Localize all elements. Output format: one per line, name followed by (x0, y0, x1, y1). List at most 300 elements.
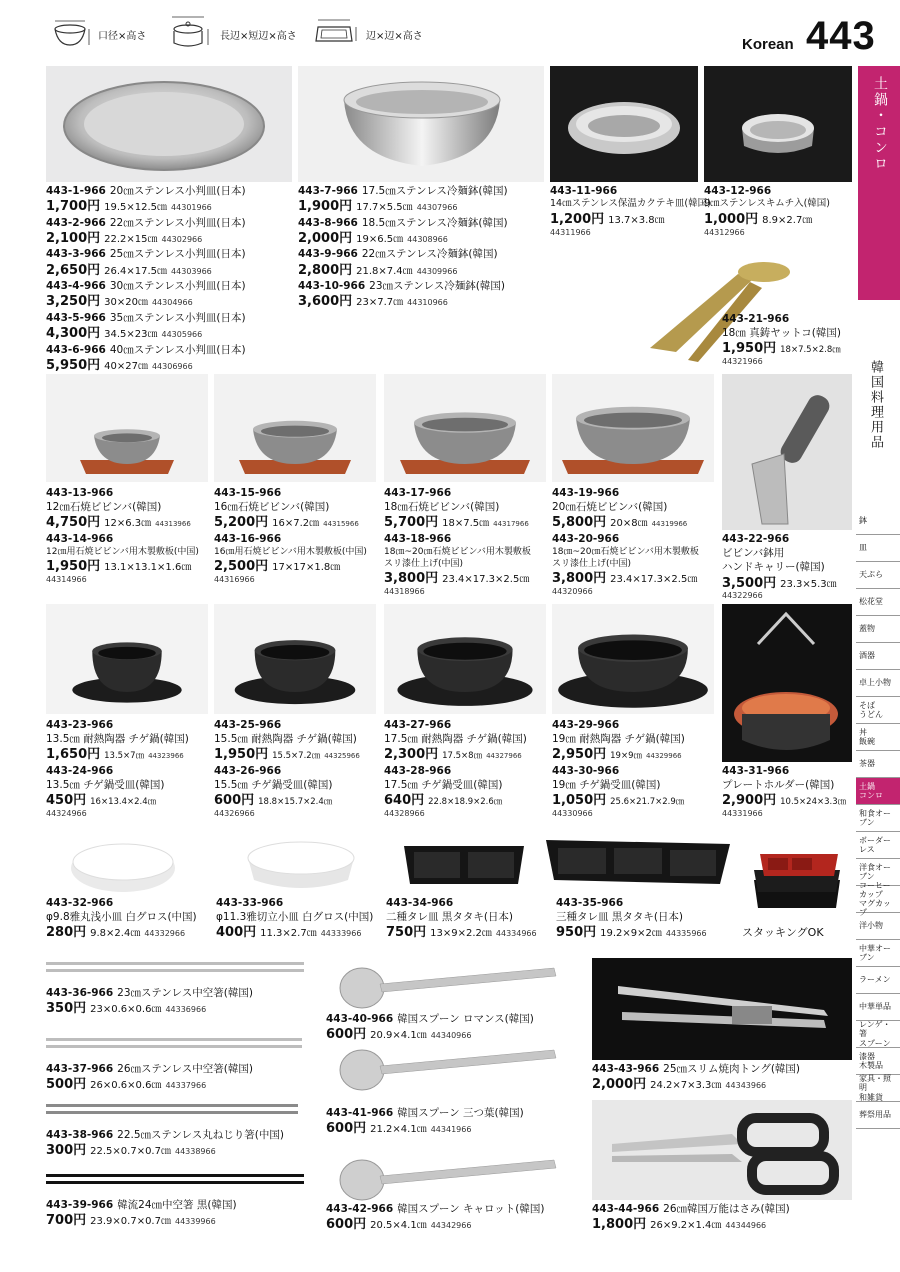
product-code: 443-10-966 (298, 280, 366, 293)
product-price: 1,900円 (298, 199, 353, 215)
product-line (46, 1062, 253, 1076)
nav-item: 洋食オーブン (856, 859, 900, 886)
price-row (384, 792, 527, 810)
product-price: 600円 (326, 1027, 367, 1043)
product-name: 26㎝韓国万能はさみ(韓国) (663, 1203, 790, 1215)
product-size: 21.2×4.1㎝ (370, 1124, 427, 1136)
list-item-price-row (298, 198, 508, 216)
product-jan: 44310966 (407, 298, 448, 308)
product-size: 15.5×7.2㎝ (272, 751, 321, 762)
subcategory-label: 韓国料理用品 (868, 360, 883, 450)
product-pair (214, 486, 367, 585)
product-name: 18㎝~20㎝石焼ビビンバ用木製敷板 (384, 547, 531, 558)
product-line (326, 1106, 524, 1120)
stone-bowl-photo (214, 374, 376, 482)
product-size: 20.9×4.1㎝ (370, 1030, 427, 1042)
brand-label: Korean (742, 36, 794, 53)
product-price: 280円 (46, 925, 87, 941)
chige-pot-photo (46, 604, 208, 714)
product-jan: 44308966 (407, 234, 448, 244)
product-size: 26.4×17.5㎝ (104, 265, 168, 277)
product-name: スリ漆仕上げ(中国) (384, 559, 464, 570)
nav-item: 天ぷら (856, 562, 900, 589)
product-price: 300円 (46, 1143, 87, 1159)
product-443-31 (722, 764, 846, 819)
product-code: 443-2-966 (46, 216, 106, 229)
list-item (298, 247, 508, 261)
product-entry (326, 1202, 544, 1234)
cold-noodle-bowl-photo (298, 66, 544, 182)
product-jan: 44339966 (174, 1217, 216, 1227)
list-item-price-row (46, 262, 246, 280)
product-name: 26㎝ステンレス中空箸(韓国) (117, 1063, 253, 1075)
product-jan: 44340966 (430, 1031, 472, 1041)
price-row (46, 1212, 237, 1230)
price-row (46, 792, 189, 810)
product-size: 40×27㎝ (104, 360, 148, 372)
product-name: 19㎝ 耐熱陶器 チゲ鍋(韓国) (552, 733, 685, 746)
product-size: 34.5×23㎝ (104, 329, 158, 341)
product-code: 443-11-966 (550, 185, 618, 197)
product-price: 1,000円 (704, 211, 759, 227)
product-jan: 44305966 (161, 330, 203, 340)
product-price: 600円 (326, 1217, 367, 1233)
product-price: 2,000円 (592, 1077, 647, 1093)
product-name: ビビンバ鉢用 (722, 547, 785, 560)
product-code: 443-18-966 (384, 532, 452, 545)
list-item (298, 216, 508, 230)
product-code: 443-39-966 (46, 1199, 114, 1211)
product-price: 1,800円 (592, 1217, 647, 1233)
product-443-11 (550, 184, 711, 237)
product-line (46, 1198, 237, 1212)
product-jan: 44318966 (384, 586, 425, 596)
lidded-pot-icon (166, 15, 214, 53)
product-code: 443-3-966 (46, 248, 106, 261)
product-price: 1,950円 (46, 559, 101, 575)
product-entry (326, 1012, 534, 1044)
product-price: 400円 (216, 925, 257, 941)
nav-item: コーヒーカップ マグカップ (856, 886, 900, 913)
product-code: 443-25-966 (214, 719, 282, 731)
chige-pot-photo (384, 604, 546, 714)
product-code: 443-14-966 (46, 532, 114, 545)
nav-item: ラーメン (856, 967, 900, 994)
product-price: 2,100円 (46, 230, 101, 246)
product-size: 8.9×2.7㎝ (762, 214, 813, 226)
product-price: 700円 (46, 1213, 87, 1229)
product-size: 18.8×15.7×2.4㎝ (258, 797, 333, 808)
product-price: 3,500円 (722, 575, 777, 591)
product-code: 443-8-966 (298, 216, 358, 229)
price-row (552, 514, 699, 532)
nav-item: 松花堂 (856, 589, 900, 616)
product-size: 26×0.6×0.6㎝ (90, 1080, 162, 1092)
product-name: 20㎝ステンレス小判皿(日本) (109, 185, 246, 197)
product-code: 443-26-966 (214, 764, 282, 777)
price-row (326, 1216, 544, 1234)
product-code: 443-6-966 (46, 343, 106, 356)
nav-item: 葬祭用品 (856, 1102, 900, 1129)
price-row (386, 924, 537, 942)
product-name: 17.5㎝ チゲ鍋受皿(韓国) (384, 779, 503, 792)
product-jan: 44323966 (148, 752, 184, 761)
product-name: 13.5㎝ チゲ鍋受皿(韓国) (46, 779, 165, 792)
price-row (214, 792, 360, 810)
product-jan: 44329966 (645, 752, 682, 761)
product-entry (216, 896, 373, 942)
product-jan: 44315966 (323, 520, 359, 529)
product-jan: 44330966 (552, 808, 593, 818)
product-code: 443-40-966 (326, 1013, 394, 1025)
price-row (214, 746, 360, 764)
price-row (384, 570, 531, 588)
spoon-photo (332, 958, 564, 1014)
product-size: 24.2×7×3.3㎝ (650, 1080, 722, 1092)
product-size: 16×7.2㎝ (272, 518, 320, 530)
list-item (46, 311, 246, 325)
price-row (46, 514, 199, 532)
product-name: 16㎝用石焼ビビンバ用木製敷板(中国) (214, 547, 367, 558)
product-code: 443-33-966 (216, 897, 284, 909)
product-price: 1,950円 (722, 341, 777, 357)
product-name: 韓国スプーン キャロット(韓国) (397, 1203, 545, 1215)
price-row (214, 514, 367, 532)
product-name: 12㎝石焼ビビンバ(韓国) (46, 501, 162, 514)
price-row (384, 746, 527, 764)
price-row (46, 1076, 253, 1094)
product-code: 443-22-966 (722, 533, 790, 545)
product-jan: 44321966 (722, 356, 763, 366)
two-sauce-dish-photo (398, 830, 530, 896)
product-entry (46, 1062, 253, 1094)
product-entry (556, 896, 707, 942)
product-size: 19.5×12.5㎝ (104, 202, 168, 214)
product-code: 443-12-966 (704, 185, 772, 197)
list-item-price-row (298, 293, 508, 311)
nav-item: 家具・照明 和雑貨 (856, 1075, 900, 1102)
product-size: 19×9㎝ (610, 751, 642, 762)
legend-square (312, 14, 423, 54)
product-code: 443-34-966 (386, 897, 454, 909)
price-row (46, 746, 189, 764)
product-443-44 (592, 1202, 790, 1234)
product-size: 23.4×17.3×2.5㎝ (610, 574, 698, 586)
nav-item: 卓上小物 (856, 670, 900, 697)
product-jan: 44319966 (651, 520, 688, 529)
product-jan: 44303966 (171, 266, 212, 276)
list-item (46, 184, 246, 198)
product-price: 4,300円 (46, 326, 101, 342)
product-size: 21.8×7.4㎝ (356, 265, 413, 277)
product-size: 18×7.5㎝ (442, 518, 490, 530)
product-code: 443-4-966 (46, 280, 106, 293)
product-pair (46, 718, 189, 819)
product-size: 17.7×5.5㎝ (356, 202, 413, 214)
product-code: 443-35-966 (556, 897, 624, 909)
price-row (556, 924, 707, 942)
product-entry (46, 896, 197, 942)
product-code: 443-38-966 (46, 1129, 114, 1141)
product-size: 23×7.7㎝ (356, 297, 404, 309)
price-row (216, 924, 373, 942)
nav-item: 中華単品 (856, 994, 900, 1021)
product-name: 22㎝ステンレス小判皿(日本) (109, 216, 246, 229)
product-size: 30×20㎝ (104, 297, 148, 309)
kaktugi-plate-photo (550, 66, 698, 182)
product-price: 5,950円 (46, 357, 101, 373)
product-size: 11.3×2.7㎝ (260, 928, 317, 940)
product-name: 9㎝ステンレスキムチ入(韓国) (704, 198, 830, 210)
nav-item: 洋小物 (856, 913, 900, 940)
product-price: 600円 (326, 1121, 367, 1137)
product-size: 25.6×21.7×2.9㎝ (610, 797, 685, 808)
product-code: 443-17-966 (384, 487, 452, 499)
product-code: 443-13-966 (46, 487, 114, 499)
product-size: 22.5×0.7×0.7㎝ (90, 1146, 171, 1158)
product-name: 25㎝スリム焼肉トング(韓国) (663, 1063, 801, 1075)
product-entry (326, 1106, 524, 1138)
product-price: 2,950円 (552, 747, 607, 763)
chopsticks-photo (46, 1170, 308, 1190)
product-size: 23.9×0.7×0.7㎝ (90, 1216, 171, 1228)
scissors-photo (592, 1100, 852, 1200)
chige-pot-photo (214, 604, 376, 714)
product-size: 10.5×24×3.3㎝ (780, 797, 847, 808)
product-size: 19×6.5㎝ (356, 233, 404, 245)
product-entry (46, 986, 253, 1018)
nav-item: 丼 飯碗 (856, 724, 900, 751)
hand-carrier-photo (722, 374, 852, 530)
product-jan: 44301966 (171, 203, 212, 213)
chopsticks-photo (46, 958, 308, 978)
product-jan: 44320966 (552, 586, 593, 596)
nav-item: 蓋物 (856, 616, 900, 643)
product-jan: 44307966 (416, 203, 458, 213)
round-bowl-icon (48, 17, 92, 51)
product-jan: 44333966 (320, 929, 362, 939)
product-name: 23㎝ステンレス冷麺鉢(韓国) (369, 280, 505, 293)
category-tab: 土鍋・コンロ (858, 66, 900, 300)
list-item-price-row (46, 230, 246, 248)
legend-pot-label: 長辺×短辺×高さ (220, 30, 297, 42)
product-code: 443-21-966 (722, 313, 790, 325)
list-item (46, 279, 246, 293)
product-size: 17.5×8㎝ (442, 751, 483, 762)
product-price: 350円 (46, 1001, 87, 1017)
nav-item: ボーダーレス (856, 832, 900, 859)
product-jan: 44342966 (430, 1221, 472, 1231)
product-price: 600円 (214, 793, 255, 809)
product-name: 18㎝石焼ビビンバ(韓国) (384, 501, 500, 514)
product-size: 13.7×3.8㎝ (608, 214, 665, 226)
product-code: 443-5-966 (46, 311, 106, 324)
product-name: 22.5㎝ステンレス丸ねじり箸(中国) (117, 1129, 284, 1141)
product-443-12 (704, 184, 830, 237)
product-jan: 44343966 (725, 1081, 767, 1091)
product-code: 443-20-966 (552, 532, 620, 545)
product-name: 23㎝ステンレス中空箸(韓国) (117, 987, 253, 999)
product-size: 19.2×9×2㎝ (600, 928, 662, 940)
product-name: 12㎝用石焼ビビンバ用木製敷板(中国) (46, 547, 199, 558)
product-price: 3,800円 (552, 571, 607, 587)
legend-round-label: 口径×高さ (98, 30, 147, 42)
product-name: 15.5㎝ 耐熱陶器 チゲ鍋(韓国) (214, 733, 357, 746)
product-line (326, 1202, 544, 1216)
product-line (46, 986, 253, 1000)
nav-item: 鉢 (856, 508, 900, 535)
list-item-price-row (46, 198, 246, 216)
product-price: 2,500円 (214, 559, 269, 575)
product-pair (552, 718, 685, 819)
product-name: 19㎝ チゲ鍋受皿(韓国) (552, 779, 661, 792)
product-size: 26×9.2×1.4㎝ (650, 1220, 722, 1232)
product-code: 443-29-966 (552, 719, 620, 731)
round-dish-photo (58, 828, 188, 898)
product-size: 13×9×2.2㎝ (430, 928, 492, 940)
product-jan: 44328966 (384, 808, 425, 818)
cold-noodle-bowl-list (298, 184, 508, 311)
product-size: 23×0.6×0.6㎝ (90, 1004, 162, 1016)
list-item-price-row (46, 325, 246, 343)
product-code: 443-24-966 (46, 764, 114, 777)
cut-dish-photo (236, 824, 366, 900)
product-code: 443-27-966 (384, 719, 452, 731)
three-sauce-dish-photo (542, 826, 734, 896)
product-price: 5,200円 (214, 515, 269, 531)
kimchi-dish-photo (704, 66, 852, 182)
product-size: 16×13.4×2.4㎝ (90, 797, 157, 808)
price-row (384, 514, 531, 532)
oval-plate-list (46, 184, 246, 374)
product-jan: 44304966 (151, 298, 193, 308)
price-row (552, 746, 685, 764)
product-code: 443-37-966 (46, 1063, 114, 1075)
price-row (552, 570, 699, 588)
size-legend (48, 14, 468, 54)
product-name: 韓国スプーン 三つ葉(韓国) (397, 1107, 524, 1119)
product-pair (46, 486, 199, 585)
product-pair (384, 486, 531, 597)
product-443-22 (722, 532, 837, 601)
nav-item: そば うどん (856, 697, 900, 724)
product-name: 18㎝~20㎝石焼ビビンバ用木製敷板 (552, 547, 699, 558)
product-size: 13.5×7㎝ (104, 751, 145, 762)
price-row (326, 1120, 524, 1138)
product-jan: 44331966 (722, 808, 763, 818)
product-code: 443-36-966 (46, 987, 114, 999)
product-name: 15.5㎝ チゲ鍋受皿(韓国) (214, 779, 333, 792)
product-jan: 44327966 (486, 752, 522, 761)
product-price: 4,750円 (46, 515, 101, 531)
list-item (46, 216, 246, 230)
product-code: 443-15-966 (214, 487, 282, 499)
product-code: 443-41-966 (326, 1107, 394, 1119)
product-size: 18×7.5×2.8㎝ (780, 345, 841, 356)
product-size: 12×6.3㎝ (104, 518, 152, 530)
list-item (298, 279, 508, 293)
product-name: 13.5㎝ 耐熱陶器 チゲ鍋(韓国) (46, 733, 189, 746)
product-price: 3,600円 (298, 294, 353, 310)
product-name-2: ハンドキャリー(韓国) (722, 561, 825, 574)
product-price: 2,900円 (722, 793, 777, 809)
product-code: 443-44-966 (592, 1203, 660, 1215)
product-pair (384, 718, 527, 819)
product-size: 23.3×5.3㎝ (780, 578, 837, 590)
chige-pot-photo (552, 604, 714, 714)
product-name: 20㎝石焼ビビンバ(韓国) (552, 501, 668, 514)
list-item (46, 343, 246, 357)
product-name: 韓流24㎝中空箸 黒(韓国) (117, 1199, 237, 1211)
nav-item: 土鍋 コンロ (856, 778, 900, 805)
product-name: 三種タレ皿 黒タタキ(日本) (556, 911, 684, 924)
product-jan: 44316966 (214, 574, 255, 584)
product-size: 9.8×2.4㎝ (90, 928, 141, 940)
product-code: 443-42-966 (326, 1203, 394, 1215)
nav-item: 漆器 木製品 (856, 1048, 900, 1075)
product-code: 443-1-966 (46, 185, 106, 197)
page-number: 443 (806, 14, 876, 58)
product-443-43 (592, 1062, 800, 1094)
nav-item: 酒器 (856, 643, 900, 670)
product-price: 750円 (386, 925, 427, 941)
product-code: 443-7-966 (298, 185, 358, 197)
product-price: 1,200円 (550, 211, 605, 227)
list-item (298, 184, 508, 198)
legend-square-label: 辺×辺×高さ (366, 30, 423, 42)
list-item-price-row (298, 230, 508, 248)
plate-holder-photo (722, 604, 852, 762)
product-price: 5,800円 (552, 515, 607, 531)
product-price: 3,800円 (384, 571, 439, 587)
product-443-21 (722, 312, 841, 367)
product-size: 22.8×18.9×2.6㎝ (428, 797, 503, 808)
product-pair (552, 486, 699, 597)
product-jan: 44332966 (144, 929, 186, 939)
product-size: 22.2×15㎝ (104, 233, 158, 245)
product-price: 3,250円 (46, 294, 101, 310)
product-name: 18㎝ 真鋳ヤットコ(韓国) (722, 327, 841, 340)
product-jan: 44324966 (46, 808, 87, 818)
product-jan: 44317966 (493, 520, 529, 529)
product-name: 18.5㎝ステンレス冷麺鉢(韓国) (361, 216, 508, 229)
stone-bowl-photo (552, 374, 714, 482)
product-name: 韓国スプーン ロマンス(韓国) (397, 1013, 534, 1025)
price-row (46, 1000, 253, 1018)
nav-item: レンゲ・箸 スプーン (856, 1021, 900, 1048)
product-name: スリ漆仕上げ(中国) (552, 559, 632, 570)
price-row (552, 792, 685, 810)
product-price: 2,300円 (384, 747, 439, 763)
nav-item: 中華オーブン (856, 940, 900, 967)
price-row (46, 1142, 284, 1160)
product-size: 13.1×13.1×1.6㎝ (104, 562, 192, 574)
product-price: 500円 (46, 1077, 87, 1093)
stone-bowl-photo (46, 374, 208, 482)
product-line (326, 1012, 534, 1026)
price-row (46, 558, 199, 576)
product-size: 20×8㎝ (610, 518, 648, 530)
product-entry (386, 896, 537, 942)
product-jan: 44311966 (550, 227, 591, 237)
product-jan: 44309966 (416, 266, 458, 276)
tongs-photo (592, 958, 852, 1060)
product-price: 640円 (384, 793, 425, 809)
product-size: 20.5×4.1㎝ (370, 1220, 427, 1232)
product-entry (46, 1128, 284, 1160)
product-name: 16㎝石焼ビビンバ(韓国) (214, 501, 330, 514)
product-size: 23.4×17.3×2.5㎝ (442, 574, 530, 586)
